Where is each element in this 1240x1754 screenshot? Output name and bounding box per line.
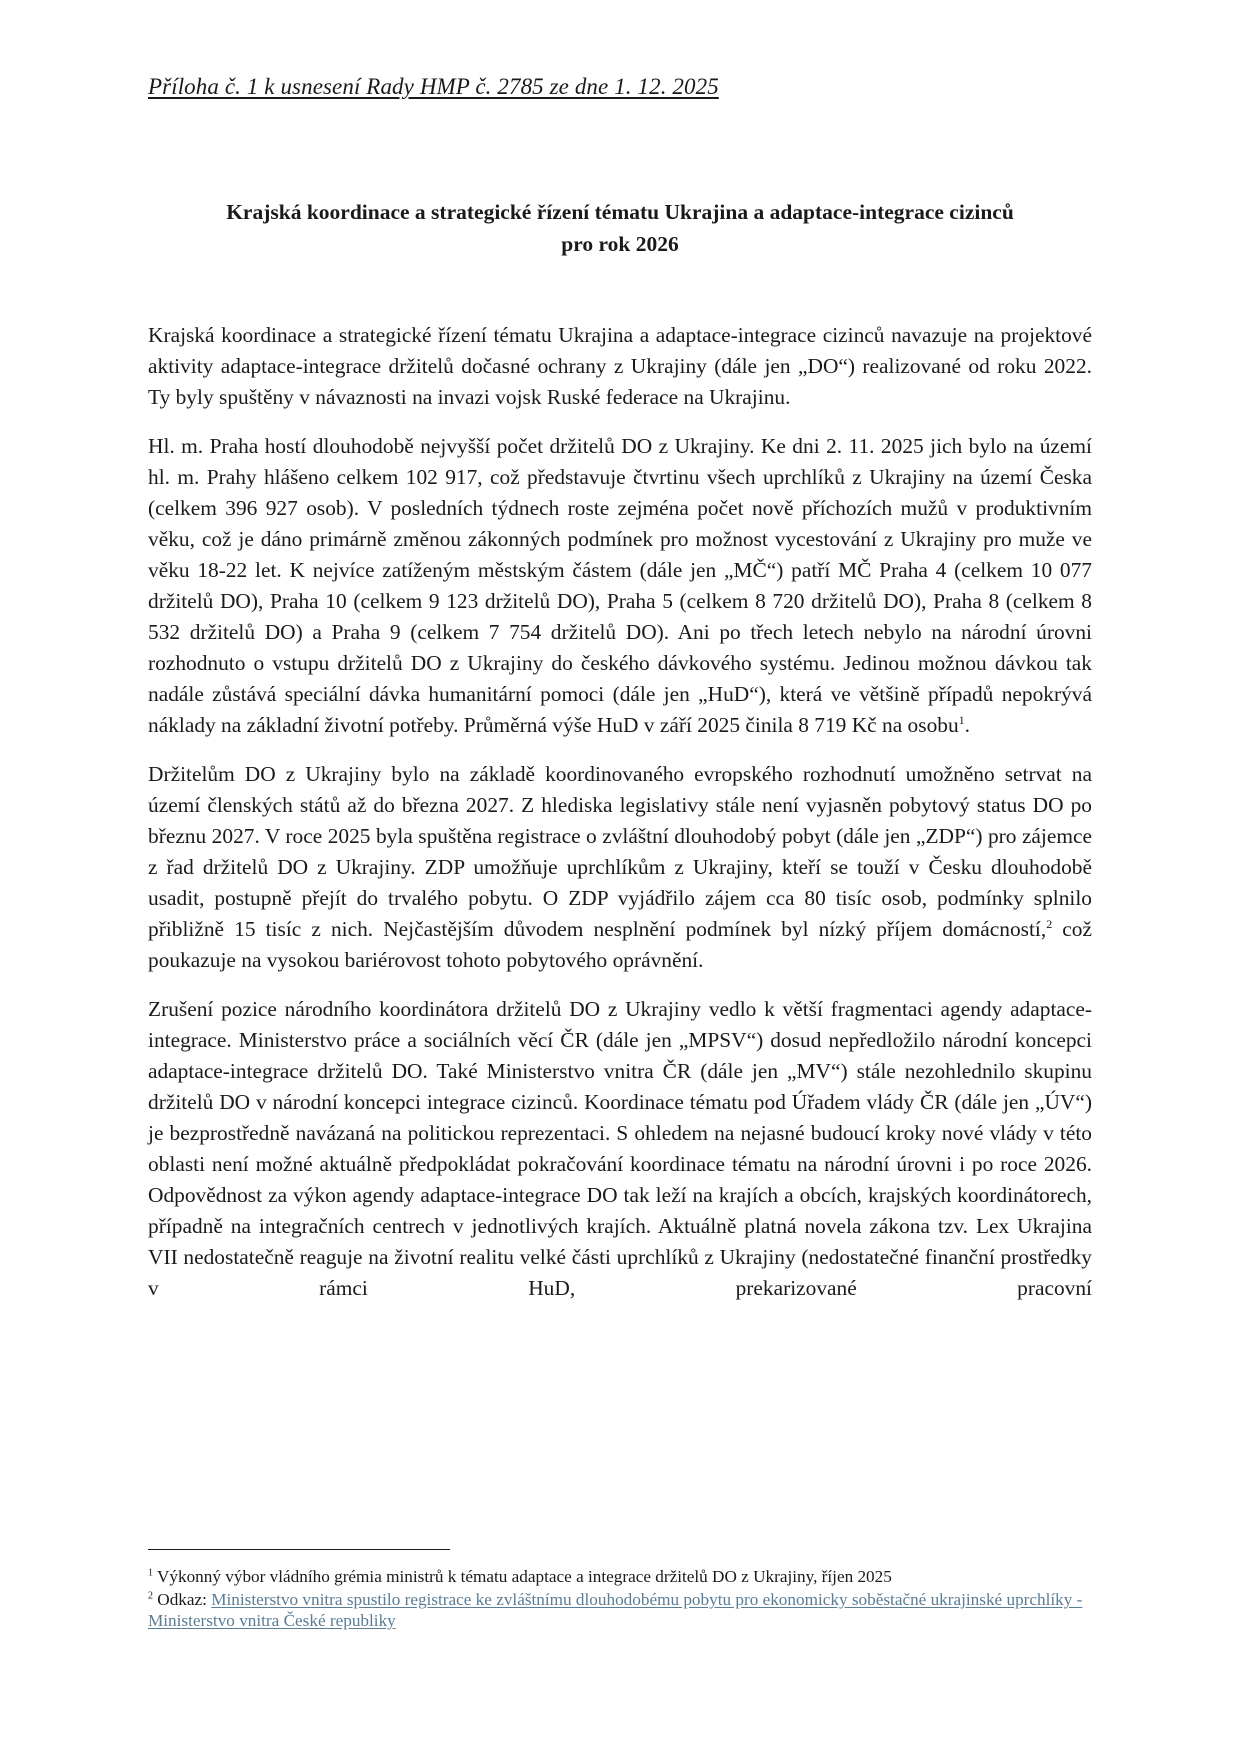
footnote-ref-1[interactable]: 1 [958,712,965,727]
paragraph-2-text: Hl. m. Praha hostí dlouhodobě nejvyšší počet držitelů DO z Ukrajiny. Ke dni 2. 11. 2025 jich bylo na území hl. m. Prahy hlášeno celkem 102 917, což představuje čtvrtinu všech uprchlíků z Ukrajiny na území Česka (celkem 396 927 osob). V posledních týdnech roste zejména počet nově příchozích mužů v produktivním věku, což je dáno primárně změnou zákonných podmínek pro možnost vycestování z Ukrajiny pro muže ve věku 18-22 let. K nejvíce zatíženým městským částem (dále jen „MČ“) patří MČ Praha 4 (celkem 10 077 držitelů DO), Praha 10 (celkem 9 123 držitelů DO), Praha 5 (celkem 8 720 držitelů DO), Praha 8 (celkem 8 532 držitelů DO) a Praha 9 (celkem 7 754 držitelů DO). Ani po třech letech nebylo na národní úrovni rozhodnuto o vstupu držitelů DO z Ukrajiny do českého dávkového systému. Jedinou možnou dávkou tak nadále zůstává speciální dávka humanitární pomoci (dále jen „HuD“), která ve většině případů nepokrývá náklady na základní životní potřeby. Průměrná výše HuD v září 2025 činila 8 719 Kč na osobu [148,434,1092,737]
title-line-2: pro rok 2026 [561,232,679,256]
paragraph-4: Zrušení pozice národního koordinátora držitelů DO z Ukrajiny vedlo k větší fragmentaci agendy adaptace-integrace. Ministerstvo práce a sociálních věcí ČR (dále jen „MPSV“) dosud nepředložilo národní koncepci adaptace-integrace držitelů DO. Také Ministerstvo vnitra ČR (dále jen „MV“) stále nezohlednilo skupinu držitelů DO v národní koncepci integrace cizinců. Koordinace tématu pod Úřadem vlády ČR (dále jen „ÚV“) je bezprostředně navázaná na politickou reprezentaci. S ohledem na nejasné budoucí kroky nové vlády v této oblasti není možné aktuálně předpokládat pokračování koordinace tématu na národní úrovni i po roce 2026. Odpovědnost za výkon agendy adaptace-integrace DO tak leží na krajích a obcích, krajských koordinátorech, případně na integračních centrech v jednotlivých krajích. Aktuálně platná novela zákona tzv. Lex Ukrajina VII nedostatečně reaguje na životní realitu velké části uprchlíků z Ukrajiny (nedostatečné finanční prostředky v rámci HuD, prekarizované pracovní [148,997,1092,1300]
footnotes [148,1566,1098,1633]
footnote-2 [148,1589,1098,1631]
footnote-ref-2[interactable]: 2 [1046,916,1053,931]
annex-note: Příloha č. 1 k usnesení Rady HMP č. 2785 ze dne 1. 12. 2025 [148,74,719,99]
footnote-2-link[interactable]: Ministerstvo vnitra spustilo registrace ke zvláštnímu dlouhodobému pobytu pro ekonomicky soběstačné ukrajinské uprchlíky - Ministerstvo vnitra České republiky [148,1590,1083,1630]
paragraph-3 [148,759,1092,976]
paragraph-1: Krajská koordinace a strategické řízení tématu Ukrajina a adaptace-integrace cizinců navazuje na projektové aktivity adaptace-integrace držitelů dočasné ochrany z Ukrajiny (dále jen „DO“) realizované od roku 2022. Ty byly spuštěny v návaznosti na invazi vojsk Ruské federace na Ukrajinu. [148,323,1092,409]
footnote-1-text: Výkonný výbor vládního grémia ministrů k tématu adaptace a integrace držitelů DO z Ukrajiny, říjen 2025 [153,1567,892,1586]
footnote-1-mark: 1 [148,1567,153,1579]
footnote-1 [148,1566,1098,1587]
footnote-2-prefix: Odkaz: [153,1590,212,1609]
paragraph-2-end: . [964,713,971,737]
document-body [148,320,1092,1322]
paragraph-3-text-b: což poukazuje na vysokou bariérovost tohoto pobytového oprávnění. [148,917,1092,972]
document-title [140,196,1100,260]
footnote-2-mark: 2 [148,1590,153,1602]
paragraph-3-text-a: Držitelům DO z Ukrajiny bylo na základě koordinovaného evropského rozhodnutí umožněno setrvat na území členských států až do března 2027. Z hlediska legislativy stále není vyjasněn pobytový status DO po březnu 2027. V roce 2025 byla spuštěna registrace o zvláštní dlouhodobý pobyt (dále jen „ZDP“) pro zájemce z řad držitelů DO z Ukrajiny. ZDP umožňuje uprchlíkům z Ukrajiny, kteří se touží v Česku dlouhodobě usadit, postupně přejít do trvalého pobytu. O ZDP vyjádřilo zájem cca 80 tisíc osob, podmínky splnilo přibližně 15 tisíc z nich. Nejčastějším důvodem nesplnění podmínek byl nízký příjem domácností, [148,762,1092,941]
paragraph-2 [148,431,1092,741]
title-line-1: Krajská koordinace a strategické řízení tématu Ukrajina a adaptace-integrace cizinců [226,200,1014,224]
footnote-separator [148,1549,450,1550]
